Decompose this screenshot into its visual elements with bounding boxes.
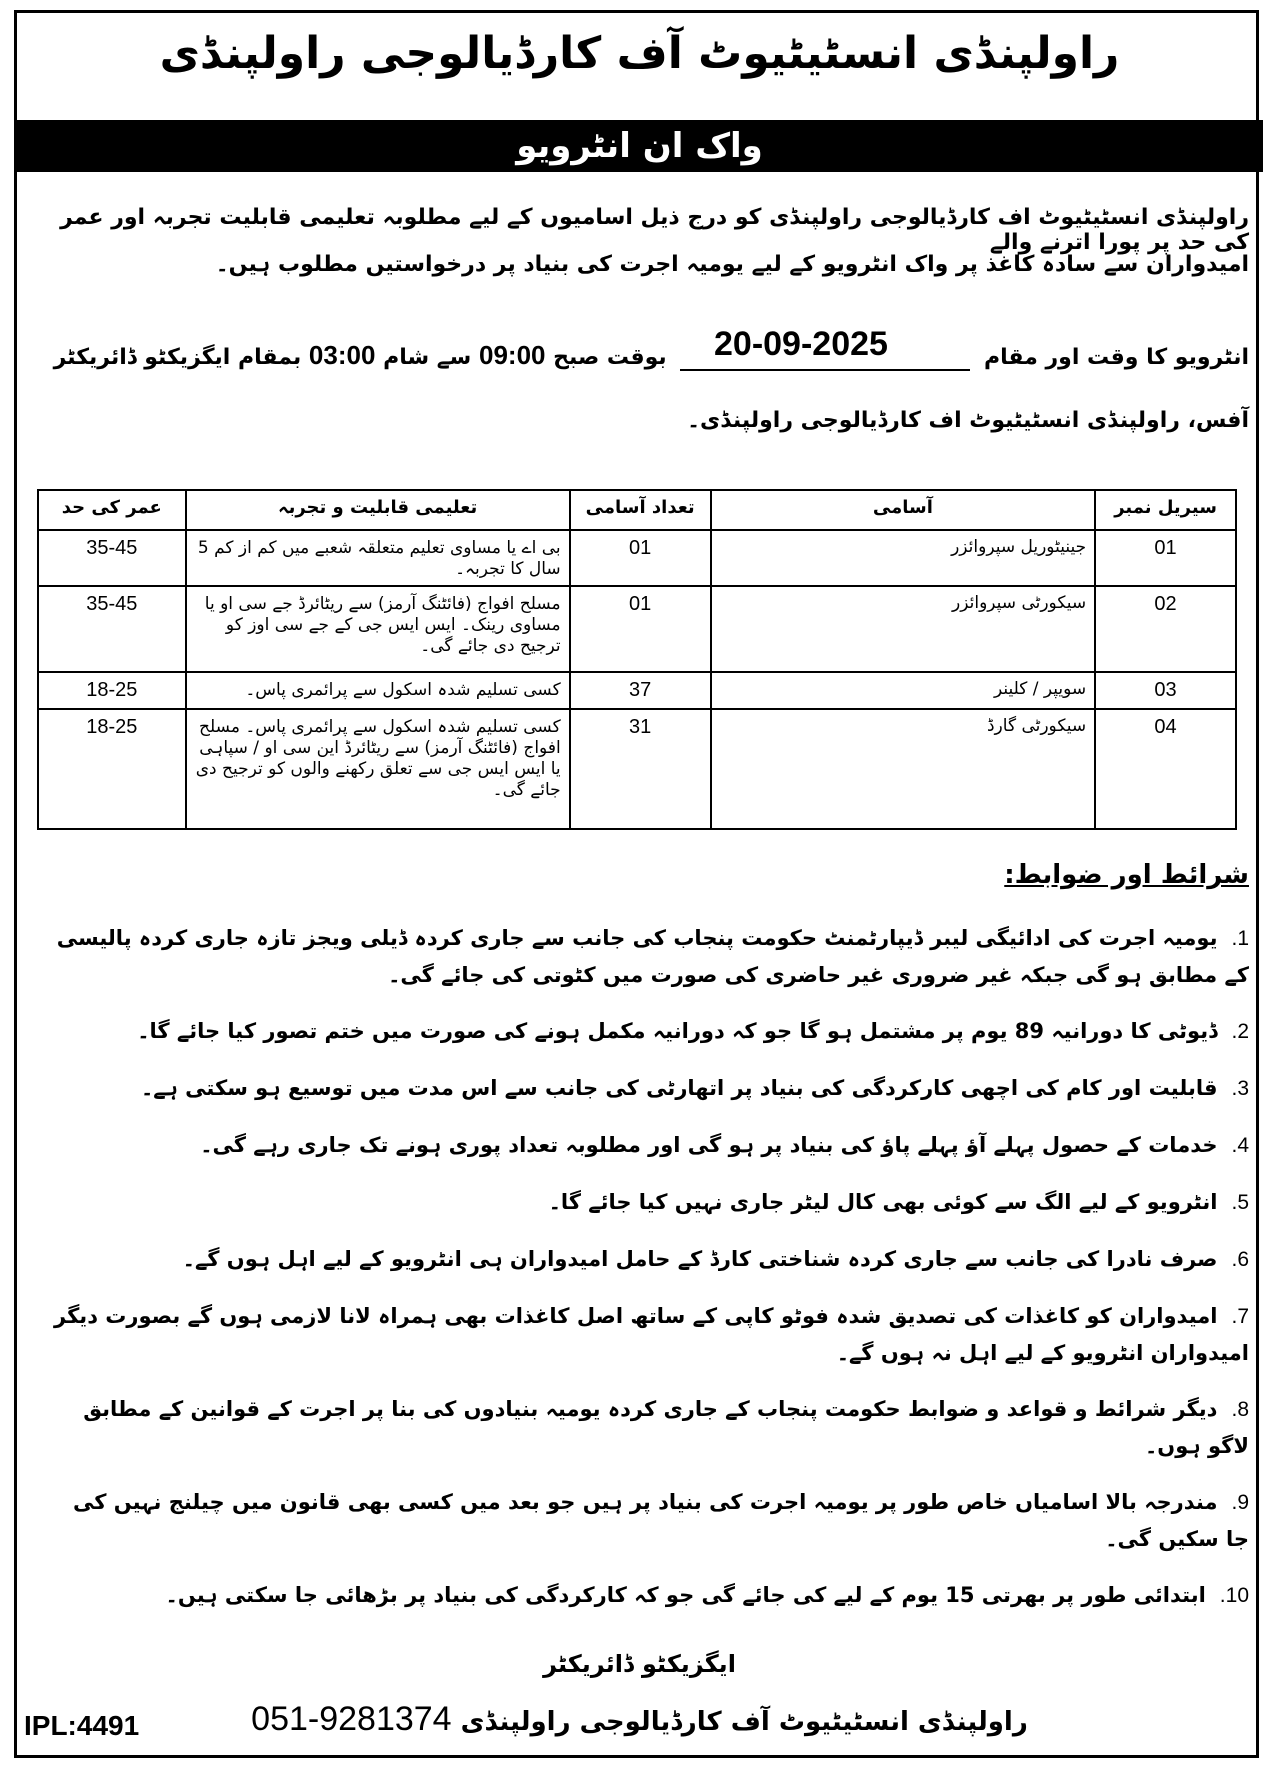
term-number: 6. <box>1231 1248 1249 1271</box>
signatory-designation: ایگزیکٹو ڈائریکٹر <box>543 1650 736 1678</box>
term-item <box>44 1070 1249 1107</box>
walk-in-banner: واک ان انٹرویو <box>16 120 1263 172</box>
term-text: دیگر شرائط و قواعد و ضوابط حکومت پنجاب کے جاری کردہ یومیہ بنیادوں کی بنا پر اجرت کے قوانین کے مطابق لاگو ہوں۔ <box>83 1397 1249 1458</box>
cell-serial: 03 <box>1095 672 1236 709</box>
cell-age: 35-45 <box>38 586 186 672</box>
cell-count: 01 <box>570 530 711 586</box>
cell-age: 18-25 <box>38 709 186 829</box>
term-item <box>44 1484 1249 1557</box>
notice-title: راولپنڈی انسٹیٹیوٹ آف کارڈیالوجی راولپنڈی <box>159 28 1120 79</box>
term-text: قابلیت اور کام کی اچھی کارکردگی کی بنیاد پر اتھارٹی کی جانب سے اس مدت میں توسیع ہو سکتی ہے۔ <box>140 1076 1218 1100</box>
cell-post: سیکورٹی گارڈ <box>711 709 1095 829</box>
venue-line-2: آفس، راولپنڈی انسٹیٹیوٹ اف کارڈیالوجی راولپنڈی۔ <box>687 408 1249 433</box>
cell-count: 37 <box>570 672 711 709</box>
term-text: ابتدائی طور پر بھرتی 15 یوم کے لیے کی جائے گی جو کہ کارکردگی کی بنیاد پر بڑھائی جا سکتی ہیں۔ <box>165 1583 1206 1607</box>
cell-age: 18-25 <box>38 672 186 709</box>
cell-serial: 02 <box>1095 586 1236 672</box>
term-item <box>44 1577 1249 1614</box>
venue-prefix: بمقام ایگزیکٹو ڈائریکٹر <box>53 345 302 370</box>
term-text: خدمات کے حصول پہلے آؤ پہلے پاؤ کی بنیاد پر ہو گی اور مطلوبہ تعداد پوری ہونے تک جاری رہے گی۔ <box>200 1133 1218 1157</box>
term-text: یومیہ اجرت کی ادائیگی لیبر ڈیپارٹمنٹ حکومت پنجاب کی جانب سے جاری کردہ ڈیلی ویجز تازہ جاری کردہ پالیسی کے مطابق ہو گی جبکہ غیر ضروری غیر حاضری کی صورت میں کٹوتی کی جائے گی۔ <box>56 926 1249 987</box>
term-number: 10. <box>1219 1584 1249 1607</box>
time-to: سے شام <box>383 345 472 370</box>
cell-post: سیکورٹی سپروائزر <box>711 586 1095 672</box>
term-number: 4. <box>1231 1134 1249 1157</box>
signatory-org: راولپنڈی انسٹیٹیوٹ آف کارڈیالوجی راولپنڈی <box>460 1707 1028 1737</box>
intro-line-2: امیدواران سے سادہ کاغذ پر واک انٹرویو کے لیے یومیہ اجرت کی بنیاد پر درخواستیں مطلوب ہیں۔ <box>215 252 1249 277</box>
term-number: 3. <box>1231 1077 1249 1100</box>
term-text: ڈیوٹی کا دورانیہ 89 یوم پر مشتمل ہو گا جو کہ دورانیہ مکمل ہونے کی صورت میں ختم تصور کیا جائے گا۔ <box>137 1019 1218 1043</box>
term-number: 1. <box>1231 927 1249 950</box>
term-text: امیدواران کو کاغذات کی تصدیق شدہ فوٹو کاپی کے ساتھ اصل کاغذات بھی ہمراہ لانا لازمی ہوں گے بصورت دیگر امیدواران انٹرویو کے لیے اہل نہ ہوں گے۔ <box>54 1304 1249 1365</box>
posts-table <box>37 489 1237 830</box>
term-number: 7. <box>1231 1305 1249 1328</box>
cell-post: جینیٹوریل سپروائزر <box>711 530 1095 586</box>
cell-count: 01 <box>570 586 711 672</box>
term-text: صرف نادرا کی جانب سے جاری کردہ شناختی کارڈ کے حامل امیدواران ہی انٹرویو کے لیے اہل ہوں گے۔ <box>182 1247 1218 1271</box>
term-item <box>44 1391 1249 1464</box>
cell-count: 31 <box>570 709 711 829</box>
term-text: انٹرویو کے لیے الگ سے کوئی بھی کال لیٹر جاری نہیں کیا جائے گا۔ <box>548 1190 1218 1214</box>
term-item <box>44 1013 1249 1050</box>
header-serial: سیریل نمبر <box>1095 490 1236 530</box>
cell-qualification: کسی تسلیم شدہ اسکول سے پرائمری پاس۔ مسلح افواج (فائٹنگ آرمز) سے ریٹائرڈ این سی او / سپاہی یا ایس ایس جی سے تعلق رکھنے والوں کو ترجیح دی جائے گی۔ <box>186 709 570 829</box>
term-item <box>44 1241 1249 1278</box>
table-header-row <box>38 490 1236 530</box>
cell-post: سویپر / کلینر <box>711 672 1095 709</box>
cell-serial: 01 <box>1095 530 1236 586</box>
table-row <box>38 709 1236 829</box>
time-prefix: بوقت صبح <box>553 345 667 370</box>
signatory-footer <box>0 1700 1279 1739</box>
header-count: تعداد آسامی <box>570 490 711 530</box>
table-row <box>38 672 1236 709</box>
header-post: آسامی <box>711 490 1095 530</box>
ipl-number: IPL:4491 <box>24 1710 140 1741</box>
terms-list <box>44 920 1249 1634</box>
terms-heading: شرائط اور ضوابط: <box>1004 860 1249 890</box>
header-qualification: تعلیمی قابلیت و تجربہ <box>186 490 570 530</box>
term-item <box>44 1184 1249 1221</box>
term-text: مندرجہ بالا اسامیاں خاص طور پر یومیہ اجرت کی بنیاد پر ہیں جو بعد میں کسی بھی قانون میں چیلنج نہیں کی جا سکیں گی۔ <box>72 1490 1249 1551</box>
interview-date: 20-09-2025 <box>714 325 888 363</box>
term-item <box>44 1127 1249 1164</box>
term-number: 2. <box>1231 1020 1249 1043</box>
term-item <box>44 920 1249 993</box>
intro-line-1: راولپنڈی انسٹیٹیوٹ اف کارڈیالوجی راولپنڈی کو درج ذیل اسامیوں کے لیے مطلوبہ تعلیمی قابلیت تجربہ اور عمر کی حد پر پورا اترنے والے <box>60 205 1249 255</box>
term-item <box>44 1298 1249 1371</box>
interview-details <box>49 340 1249 390</box>
term-number: 9. <box>1231 1491 1249 1514</box>
interview-label: انٹرویو کا وقت اور مقام <box>984 345 1249 370</box>
term-number: 5. <box>1231 1191 1249 1214</box>
date-underline <box>680 369 970 371</box>
phone-number: 051-9281374 <box>251 1700 452 1738</box>
end-time: 03:00 <box>308 340 376 370</box>
cell-serial: 04 <box>1095 709 1236 829</box>
cell-qualification: مسلح افواج (فائٹنگ آرمز) سے ریٹائرڈ جے سی او یا مساوی رینک۔ ایس ایس جی کے جے سی اوز کو ترجیح دی جائے گی۔ <box>186 586 570 672</box>
cell-qualification: کسی تسلیم شدہ اسکول سے پرائمری پاس۔ <box>186 672 570 709</box>
cell-age: 35-45 <box>38 530 186 586</box>
table-row <box>38 530 1236 586</box>
cell-qualification: بی اے یا مساوی تعلیم متعلقہ شعبے میں کم از کم 5 سال کا تجربہ۔ <box>186 530 570 586</box>
term-number: 8. <box>1231 1398 1249 1421</box>
table-row <box>38 586 1236 672</box>
start-time: 09:00 <box>478 340 546 370</box>
header-age: عمر کی حد <box>38 490 186 530</box>
